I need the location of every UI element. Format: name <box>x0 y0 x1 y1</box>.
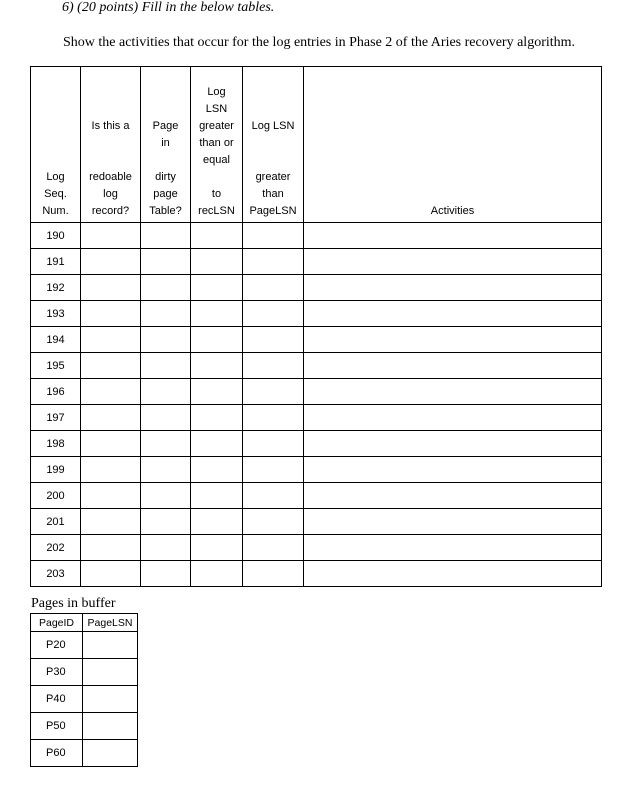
page-dirty-cell[interactable] <box>141 379 191 405</box>
buffer-row <box>31 713 138 740</box>
header-page-dirty: Page in dirty page Table? <box>141 67 191 223</box>
buffer-page-id: P20 <box>31 632 83 659</box>
buffer-page-lsn-cell[interactable] <box>83 713 138 740</box>
activities-cell[interactable] <box>304 457 602 483</box>
log-seq-num: 195 <box>31 353 81 379</box>
reclsn-compare-cell[interactable] <box>191 457 243 483</box>
header-activities: Activities <box>304 67 602 223</box>
activities-cell[interactable] <box>304 353 602 379</box>
pagelsn-compare-cell[interactable] <box>243 483 304 509</box>
table-row <box>31 223 602 249</box>
redoable-cell[interactable] <box>81 379 141 405</box>
pagelsn-compare-cell[interactable] <box>243 457 304 483</box>
activities-cell[interactable] <box>304 431 602 457</box>
log-seq-num: 201 <box>31 509 81 535</box>
log-seq-num: 190 <box>31 223 81 249</box>
reclsn-compare-cell[interactable] <box>191 405 243 431</box>
question-title: 6) (20 points) Fill in the below tables. <box>62 0 275 15</box>
redoable-cell[interactable] <box>81 275 141 301</box>
reclsn-compare-cell[interactable] <box>191 509 243 535</box>
log-seq-num: 202 <box>31 535 81 561</box>
activities-cell[interactable] <box>304 509 602 535</box>
pagelsn-compare-cell[interactable] <box>243 275 304 301</box>
log-seq-num: 198 <box>31 431 81 457</box>
pagelsn-compare-cell[interactable] <box>243 379 304 405</box>
page-dirty-cell[interactable] <box>141 327 191 353</box>
redoable-cell[interactable] <box>81 483 141 509</box>
buffer-page-lsn-cell[interactable] <box>83 659 138 686</box>
table-row <box>31 561 602 587</box>
table-row <box>31 535 602 561</box>
reclsn-compare-cell[interactable] <box>191 483 243 509</box>
buffer-page-id: P30 <box>31 659 83 686</box>
page-dirty-cell[interactable] <box>141 457 191 483</box>
redoable-cell[interactable] <box>81 457 141 483</box>
page-dirty-cell[interactable] <box>141 483 191 509</box>
header-lsn-gt-pagelsn: Log LSN greater than PageLSN <box>243 67 304 223</box>
table-row <box>31 275 602 301</box>
activities-cell[interactable] <box>304 483 602 509</box>
buffer-page-lsn-cell[interactable] <box>83 740 138 767</box>
reclsn-compare-cell[interactable] <box>191 353 243 379</box>
log-seq-num: 203 <box>31 561 81 587</box>
header-redoable: Is this a redoable log record? <box>81 67 141 223</box>
log-seq-num: 196 <box>31 379 81 405</box>
page-dirty-cell[interactable] <box>141 275 191 301</box>
reclsn-compare-cell[interactable] <box>191 327 243 353</box>
buffer-row <box>31 632 138 659</box>
table-row <box>31 327 602 353</box>
activities-cell[interactable] <box>304 561 602 587</box>
buffer-header-pagelsn: PageLSN <box>83 614 138 632</box>
buffer-page-id: P60 <box>31 740 83 767</box>
reclsn-compare-cell[interactable] <box>191 431 243 457</box>
table-row <box>31 301 602 327</box>
activities-cell[interactable] <box>304 223 602 249</box>
reclsn-compare-cell[interactable] <box>191 301 243 327</box>
page-dirty-cell[interactable] <box>141 249 191 275</box>
pagelsn-compare-cell[interactable] <box>243 509 304 535</box>
buffer-caption: Pages in buffer <box>31 596 116 611</box>
buffer-row <box>31 659 138 686</box>
pagelsn-compare-cell[interactable] <box>243 327 304 353</box>
redoable-cell[interactable] <box>81 561 141 587</box>
table-row <box>31 457 602 483</box>
reclsn-compare-cell[interactable] <box>191 535 243 561</box>
table-row <box>31 431 602 457</box>
redoable-cell[interactable] <box>81 509 141 535</box>
buffer-row <box>31 686 138 713</box>
page-dirty-cell[interactable] <box>141 431 191 457</box>
reclsn-compare-cell[interactable] <box>191 275 243 301</box>
aries-redo-table <box>30 66 602 587</box>
buffer-page-id: P50 <box>31 713 83 740</box>
redoable-cell[interactable] <box>81 405 141 431</box>
buffer-page-lsn-cell[interactable] <box>83 686 138 713</box>
buffer-page-id: P40 <box>31 686 83 713</box>
activities-cell[interactable] <box>304 249 602 275</box>
table-row <box>31 509 602 535</box>
table-row <box>31 379 602 405</box>
activities-cell[interactable] <box>304 535 602 561</box>
log-seq-num: 194 <box>31 327 81 353</box>
pagelsn-compare-cell[interactable] <box>243 353 304 379</box>
log-seq-num: 193 <box>31 301 81 327</box>
table-row <box>31 249 602 275</box>
activities-cell[interactable] <box>304 275 602 301</box>
page-dirty-cell[interactable] <box>141 223 191 249</box>
pagelsn-compare-cell[interactable] <box>243 249 304 275</box>
question-instruction: Show the activities that occur for the log entries in Phase 2 of the Aries recovery algorithm. <box>63 35 576 50</box>
activities-cell[interactable] <box>304 327 602 353</box>
table-row <box>31 405 602 431</box>
buffer-page-lsn-cell[interactable] <box>83 632 138 659</box>
log-seq-num: 191 <box>31 249 81 275</box>
pagelsn-compare-cell[interactable] <box>243 223 304 249</box>
reclsn-compare-cell[interactable] <box>191 223 243 249</box>
redoable-cell[interactable] <box>81 223 141 249</box>
pagelsn-compare-cell[interactable] <box>243 561 304 587</box>
buffer-row <box>31 740 138 767</box>
table-row <box>31 483 602 509</box>
redoable-cell[interactable] <box>81 327 141 353</box>
log-seq-num: 192 <box>31 275 81 301</box>
log-seq-num: 200 <box>31 483 81 509</box>
page-dirty-cell[interactable] <box>141 561 191 587</box>
page-dirty-cell[interactable] <box>141 301 191 327</box>
log-seq-num: 197 <box>31 405 81 431</box>
activities-cell[interactable] <box>304 405 602 431</box>
redoable-cell[interactable] <box>81 249 141 275</box>
redoable-cell[interactable] <box>81 353 141 379</box>
redoable-cell[interactable] <box>81 535 141 561</box>
reclsn-compare-cell[interactable] <box>191 561 243 587</box>
reclsn-compare-cell[interactable] <box>191 379 243 405</box>
header-log-seq-num: Log Seq. Num. <box>31 67 81 223</box>
pagelsn-compare-cell[interactable] <box>243 405 304 431</box>
buffer-header-pageid: PageID <box>31 614 83 632</box>
page-dirty-cell[interactable] <box>141 535 191 561</box>
activities-cell[interactable] <box>304 301 602 327</box>
page-dirty-cell[interactable] <box>141 405 191 431</box>
table-row <box>31 353 602 379</box>
log-seq-num: 199 <box>31 457 81 483</box>
page-dirty-cell[interactable] <box>141 509 191 535</box>
pagelsn-compare-cell[interactable] <box>243 301 304 327</box>
activities-cell[interactable] <box>304 379 602 405</box>
reclsn-compare-cell[interactable] <box>191 249 243 275</box>
pagelsn-compare-cell[interactable] <box>243 535 304 561</box>
redoable-cell[interactable] <box>81 301 141 327</box>
page-dirty-cell[interactable] <box>141 353 191 379</box>
header-lsn-ge-reclsn: Log LSN greater than or equal to recLSN <box>191 67 243 223</box>
redoable-cell[interactable] <box>81 431 141 457</box>
pagelsn-compare-cell[interactable] <box>243 431 304 457</box>
pages-in-buffer-table <box>30 613 138 767</box>
